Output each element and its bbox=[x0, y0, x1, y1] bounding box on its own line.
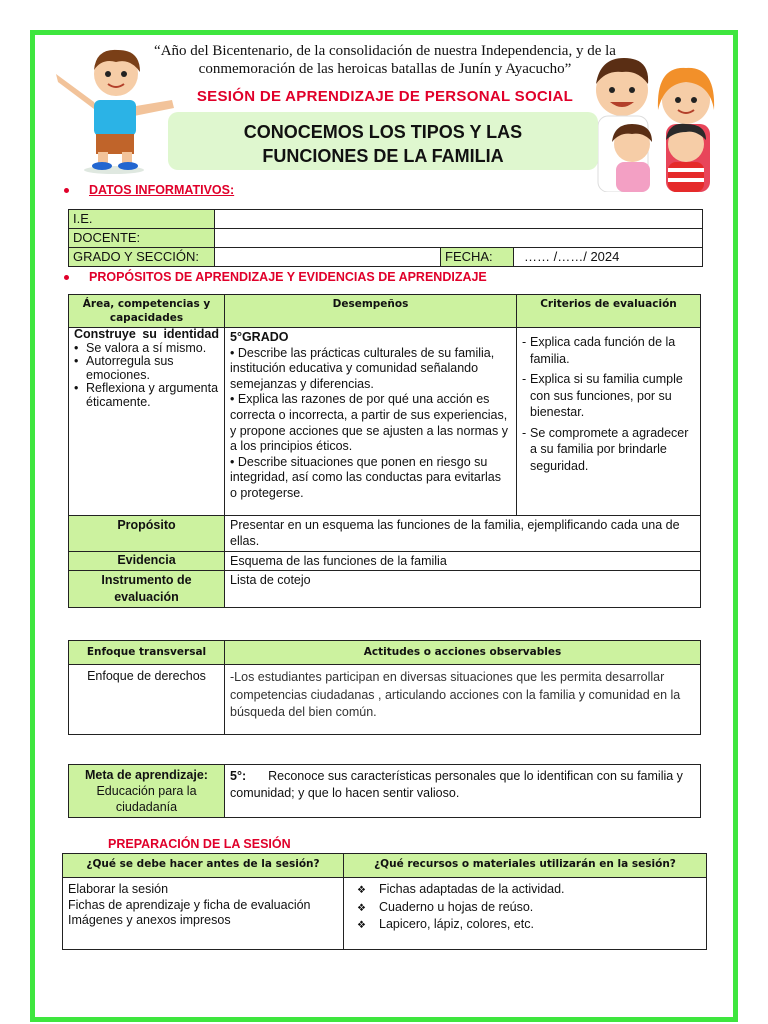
enfoque-value: Enfoque de derechos bbox=[69, 665, 225, 735]
list-item: • Describe las prácticas culturales de su familia, institución educativa y comunidad señalando semejanzas y diferencias. bbox=[230, 345, 495, 391]
competencia-name: Construye su identidad bbox=[74, 327, 219, 341]
competencia-cell bbox=[69, 328, 225, 516]
ie-label: I.E. bbox=[69, 210, 215, 229]
bullet-icon bbox=[64, 275, 69, 280]
grado-value[interactable] bbox=[215, 248, 441, 267]
bullet-icon bbox=[64, 188, 69, 193]
list-item: • Reflexiona y argumenta éticamente. bbox=[74, 382, 219, 409]
list-item: • Se valora a sí mismo. bbox=[74, 342, 219, 356]
col-antes-header: ¿Qué se debe hacer antes de la sesión? bbox=[63, 854, 344, 878]
datos-heading: DATOS INFORMATIVOS: bbox=[64, 183, 234, 197]
recursos-list bbox=[349, 882, 701, 933]
list-item: • Autorregula sus emociones. bbox=[74, 355, 219, 382]
year-motto: “Año del Bicentenario, de la consolidación de nuestra Independencia, y de la conmemoración de las heroicas batallas de Junín y Ayacucho” bbox=[154, 43, 616, 77]
preparacion-heading: PREPARACIÓN DE LA SESIÓN bbox=[108, 837, 291, 851]
list-item: ❖ Fichas adaptadas de la actividad. bbox=[349, 882, 701, 898]
instrumento-label: Instrumento de evaluación bbox=[69, 571, 225, 608]
evidencia-label: Evidencia bbox=[69, 552, 225, 571]
capacidades-list bbox=[74, 342, 219, 410]
list-item: Elaborar la sesión bbox=[68, 882, 169, 896]
list-item: Imágenes y anexos impresos bbox=[68, 913, 231, 928]
list-item: ❖ Lapicero, lápiz, colores, etc. bbox=[349, 917, 701, 933]
meta-area: Educación para la ciudadanía bbox=[96, 784, 197, 814]
session-title-line2: FUNCIONES DE LA FAMILIA bbox=[262, 146, 504, 166]
docente-value[interactable] bbox=[215, 229, 703, 248]
criterios-cell bbox=[517, 328, 701, 516]
instrumento-value: Lista de cotejo bbox=[225, 571, 701, 608]
propositos-table bbox=[68, 294, 701, 608]
list-item: ❖ Cuaderno u hojas de reúso. bbox=[349, 900, 701, 916]
meta-label: Meta de aprendizaje: bbox=[85, 768, 208, 782]
grado-label: GRADO Y SECCIÓN: bbox=[69, 248, 215, 267]
meta-text-cell bbox=[225, 765, 701, 818]
list-item: Fichas de aprendizaje y ficha de evaluación bbox=[68, 897, 311, 912]
col-enfoque-header: Enfoque transversal bbox=[69, 641, 225, 665]
fecha-label: FECHA: bbox=[441, 248, 514, 267]
datos-table bbox=[68, 209, 703, 267]
fecha-value[interactable]: …… /……/ 2024 bbox=[514, 248, 703, 267]
preparacion-table bbox=[62, 853, 707, 950]
session-title-line1: CONOCEMOS LOS TIPOS Y LAS bbox=[243, 122, 523, 142]
col-recursos-header: ¿Qué recursos o materiales utilizarán en la sesión? bbox=[344, 854, 707, 878]
ie-value[interactable] bbox=[215, 210, 703, 229]
list-item: - Explica cada función de la familia. bbox=[522, 334, 695, 367]
meta-label-cell bbox=[69, 765, 225, 818]
session-title bbox=[168, 112, 598, 170]
list-item: • Describe situaciones que ponen en riesgo su integridad, así como las conductas para evitarlas o protegerse. bbox=[230, 454, 501, 500]
col-criterios-header: Criterios de evaluación bbox=[517, 295, 701, 328]
list-item: • Explica las razones de por qué una acción es correcta o incorrecta, a partir de sus experiencias, y propone acciones que se ajusten a las normas y a los principios éticos. bbox=[230, 392, 508, 454]
col-area-header: Área, competencias y capacidades bbox=[69, 295, 225, 328]
col-actitudes-header: Actitudes o acciones observables bbox=[225, 641, 701, 665]
meta-table bbox=[68, 764, 701, 818]
col-desempenos-header: Desempeños bbox=[225, 295, 517, 328]
evidencia-value: Esquema de las funciones de la familia bbox=[225, 552, 701, 571]
recursos-cell bbox=[344, 878, 707, 950]
proposito-label: Propósito bbox=[69, 516, 225, 552]
propositos-heading: PROPÓSITOS DE APRENDIZAJE Y EVIDENCIAS DE APRENDIZAJE bbox=[64, 270, 487, 284]
list-item: - Se compromete a agradecer a su familia por brindarle seguridad. bbox=[522, 425, 695, 475]
list-item: - Explica si su familia cumple con sus funciones, por su bienestar. bbox=[522, 371, 695, 421]
proposito-value: Presentar en un esquema las funciones de la familia, ejemplificando cada una de ellas. bbox=[225, 516, 701, 552]
desempenos-cell bbox=[225, 328, 517, 516]
docente-label: DOCENTE: bbox=[69, 229, 215, 248]
grado-heading: 5°GRADO bbox=[230, 330, 289, 344]
antes-cell bbox=[63, 878, 344, 950]
enfoque-table bbox=[68, 640, 701, 735]
actitudes-value: -Los estudiantes participan en diversas situaciones que les permita desarrollar competencias ciudadanas , articulando acciones con la familia y comunidad en la búsqueda del bien común. bbox=[225, 665, 701, 735]
session-label: SESIÓN DE APRENDIZAJE DE PERSONAL SOCIAL bbox=[196, 88, 574, 105]
meta-text: Reconoce sus características personales que lo identifican con su familia y comunidad; y que lo hacen sentir valioso. bbox=[230, 769, 683, 800]
meta-grado: 5°: bbox=[230, 769, 247, 783]
